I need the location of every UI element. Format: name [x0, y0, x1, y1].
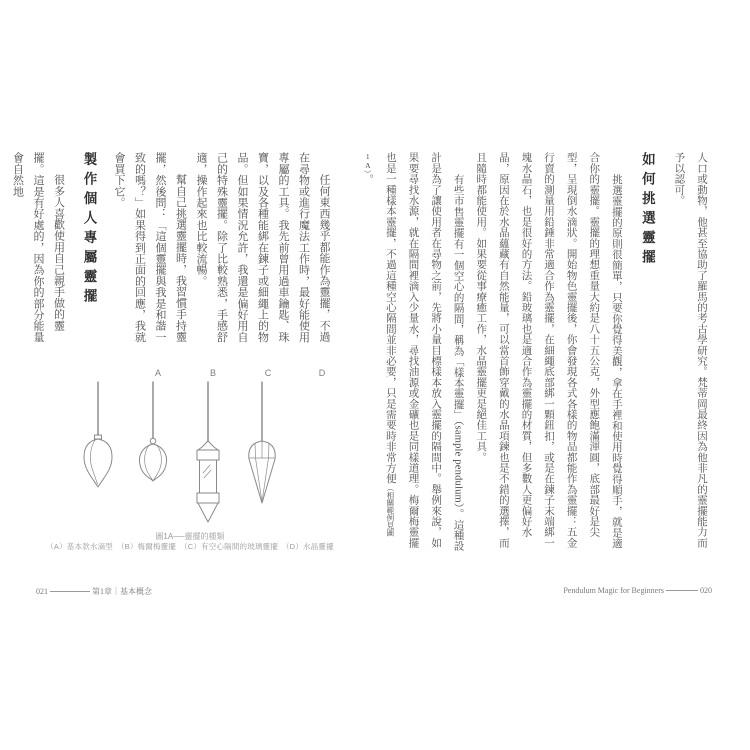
footer-rule: [666, 590, 698, 591]
paragraph-choosing-habit: 幫自己挑選靈擺時，我習慣手持靈擺，然後問：「這個靈擺與我是和諧一致的嗎？」如果得到正面的回應，我就會買下它。: [113, 152, 187, 343]
left-page-number: 021: [36, 587, 48, 596]
paragraph-handmade-pendulum: 很多人喜歡使用自己親手做的靈擺。這是有好處的，因為你的部分能量會自然地: [11, 152, 65, 343]
right-page-footer: [563, 586, 712, 595]
pendulum-types-illustration: [60, 365, 320, 530]
figure-caption-items: （A）基本款水滴型 （B）梅爾梅靈擺 （C）有空心隔間的玻璃靈擺 （D）水晶靈擺: [46, 542, 334, 551]
figure-reference-note: （相關範例見圖1A）: [363, 152, 395, 537]
paragraph-continuation: 人口或動物，他甚至協助了羅馬的考古學研究。梵蒂岡最終因為他非凡的靈擺能力而予以認可。: [673, 152, 707, 548]
paragraph-sample-pendulum-text: 有些市售靈擺有一個空心的隔間，稱為「樣本靈擺」（sample pendulum）。這種設計是為了讓使用者在尋物之前，先將小量目標樣本放入靈擺的隔間中。舉例來說，如果要尋找水源，就在隔間裡滴入少量水，尋找油源或金礦也是同樣道理。梅爾梅靈擺也是一種樣本靈擺，不過這種空心隔間並非必要，只是需要時非常方便: [384, 152, 464, 552]
paragraph-sample-pendulum: [356, 152, 469, 554]
section-heading-how-to-choose: 如何挑選靈擺: [639, 152, 655, 269]
right-page-number: 020: [700, 586, 712, 595]
pendulum-b-mermet: [139, 382, 166, 481]
figure-label-c: C: [264, 368, 272, 378]
left-page-body: [11, 152, 334, 352]
left-page-footer: [36, 586, 152, 597]
figure-label-b: B: [209, 368, 216, 378]
footer-rule: [50, 591, 90, 592]
figure-label-d: D: [318, 368, 326, 378]
paragraph-sample-pendulum-period: 。: [362, 173, 374, 185]
pendulum-d-crystal: [249, 382, 275, 503]
pendulum-a-teardrop: [84, 382, 112, 487]
section-heading-make-your-own: 製作個人專屬靈擺: [81, 152, 97, 308]
figure-caption-title: 圖1A──靈擺的種類: [155, 532, 225, 541]
book-title-running-head: Pendulum Magic for Beginners: [563, 586, 664, 595]
figure-caption: [30, 532, 350, 552]
paragraph-anything-as-pendulum: 任何東西幾乎都能作為靈擺，不過在尋物或進行魔法工作時，最好能使用專屬的工具。我先前曾用過車鑰匙、珠寶，以及各種能綁在鍊子或細繩上的物品。但如果情況允許，我還是偏好用自己的特殊靈擺。除了比較熟悉，手感舒適，操作起來也比較流暢。: [195, 152, 330, 343]
pendulum-c-glass-chamber: [197, 382, 219, 522]
chapter-title: 第1章｜基本概念: [92, 587, 152, 596]
figure-1a: [60, 365, 326, 530]
figure-label-a: A: [154, 368, 161, 378]
right-page-body: [356, 152, 712, 554]
paragraph-choosing-principles: 挑選靈擺的原則很簡單，只要你覺得美觀，拿在手裡和使用時覺得順手，就是適合你的靈擺。靈擺的理想重量大約是八十五公克，外型應飽滿渾圓，底部最好是尖型，呈現倒水滴狀。開始物色靈擺後，你會發現各式各樣的物品都能作為靈擺：五金行賣的測量用鉛錘非常適合作為靈擺，在細繩底部綁一顆鈕扣，或是在鍊子末端綁一塊水晶石，也是很好的方法。鉛玻璃也是適合作為靈擺的材質，但多數人更偏好水晶，原因在於水晶蘊藏有自然能量，可以當首飾穿戴的水晶項鍊也是不錯的選擇，而且隨時都能使用。如果要從事療癒工作，水晶靈擺更是絕佳工具。: [475, 152, 622, 549]
